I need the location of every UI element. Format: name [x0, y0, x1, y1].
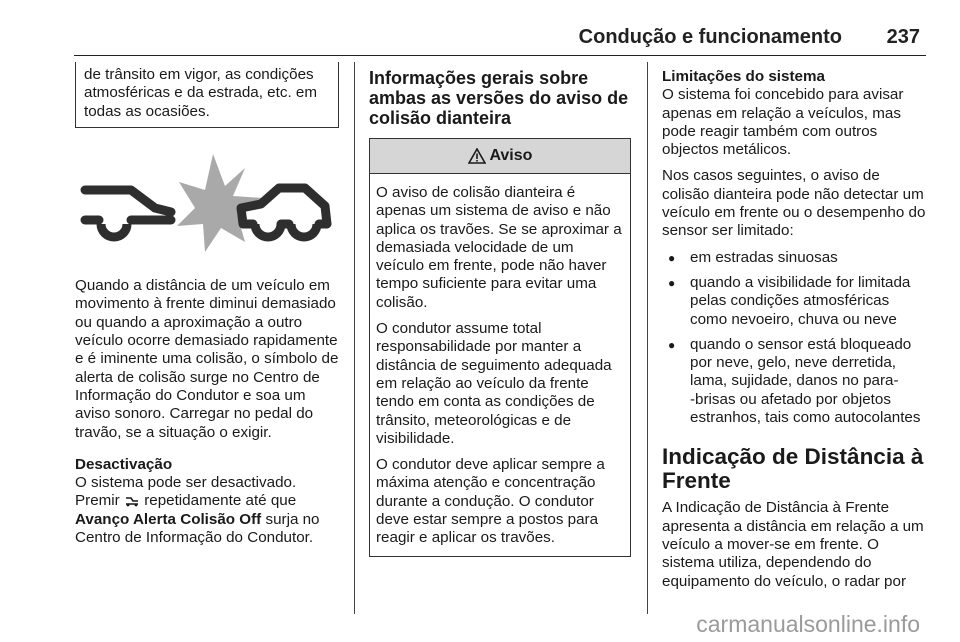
deactivation-text-2: repetidamente até que	[144, 492, 297, 510]
collision-alert-paragraph: Quando a distância de um veículo em movimento à frente diminui demasiado ou quando a aproximação a outro veículo ocorre demasiado rapidamente e é iminente uma colisão, o símbolo de alerta de colisão surge no Centro de Informação do Condutor e soa um aviso sonoro. Carregar no pedal do travão, se a situação o exigir.	[75, 277, 339, 441]
warning-title: Aviso	[489, 147, 533, 164]
limitations-text-2: Nos casos seguintes, o aviso de colisão dianteira pode não detectar um veículo em frente ou o desempenho do sensor ser limitado:	[662, 167, 926, 240]
warning-triangle-icon	[468, 148, 486, 164]
distance-section-text: A Indicação de Distância à Frente apresenta a distância em relação a um veículo a mover-se em frente. O sistema utiliza, dependendo do equipamento do veículo, o radar por	[662, 499, 924, 590]
deactivation-text-3: surja no Centro de Informação do Condutor.	[75, 510, 320, 547]
distance-section-heading: Indicação de Distância à Frente	[662, 444, 924, 494]
warning-header	[370, 139, 630, 174]
column-3	[662, 68, 928, 599]
limitations-heading: Limitações do sistema	[662, 68, 825, 85]
warning-box	[369, 138, 631, 557]
limitations-list	[662, 249, 928, 428]
warning-body	[370, 174, 630, 556]
limitations-text-1: O sistema foi concebido para avisar apenas em relação a veículos, mas pode reagir também com outros objectos metálicos.	[662, 86, 904, 159]
limitations-section	[662, 68, 928, 159]
warning-paragraph-2: O condutor assume total responsabilidade por manter a distância de seguimento adequada em relação ao veículo da frente tendo em conta as condições de trânsito, meteorológicas e de visibilidade.	[376, 320, 612, 447]
header-rule	[74, 55, 926, 56]
deactivation-premir: Premir	[75, 492, 120, 510]
deactivation-text-1: O sistema pode ser desactivado.	[75, 474, 297, 492]
warning-paragraph-1: O aviso de colisão dianteira é apenas um sistema de aviso e não aplica os travões. Se se aproximar a demasiada velocidade de um veículo em frente, pode não haver tempo suficiente para evitar uma colisão.	[376, 184, 622, 311]
column-2	[369, 68, 631, 557]
collision-cars-illustration	[75, 152, 337, 254]
continued-notice-text: de trânsito em vigor, as condições atmosféricas e da estrada, etc. em todas as ocasiões.	[84, 66, 317, 120]
list-item: ● quando o sensor está bloqueado por neve, gelo, neve derretida, lama, sujidade, danos no para-‑brisas ou afetado por objetos estranhos, tais como autocolantes	[662, 336, 928, 427]
page-header	[0, 22, 960, 52]
deactivation-section	[75, 456, 339, 547]
column-divider-1	[354, 62, 355, 614]
warning-paragraph-3: O condutor deve aplicar sempre a máxima atenção e concentração durante a condução. O condutor deve estar sempre a postos para reagir e aplicar os travões.	[376, 456, 605, 547]
list-item: ● em estradas sinuosas	[662, 249, 928, 267]
column-divider-2	[647, 62, 648, 614]
list-item: ● quando a visibilidade for limitada pelas condições atmosféricas como nevoeiro, chuva ou neve	[662, 274, 928, 329]
continued-notice-box	[75, 62, 339, 128]
deactivation-menu-item: Avanço Alerta Colisão Off	[75, 510, 262, 528]
column-1	[75, 62, 339, 555]
general-info-heading: Informações gerais sobre ambas as versões do aviso de colisão dianteira	[369, 68, 629, 128]
watermark: carmanualsonline.info	[696, 611, 920, 637]
chapter-title: Condução e funcionamento	[578, 26, 842, 48]
deactivation-heading: Desactivação	[75, 455, 173, 473]
collision-warning-button-icon	[124, 494, 140, 508]
page-number: 237	[886, 26, 920, 48]
